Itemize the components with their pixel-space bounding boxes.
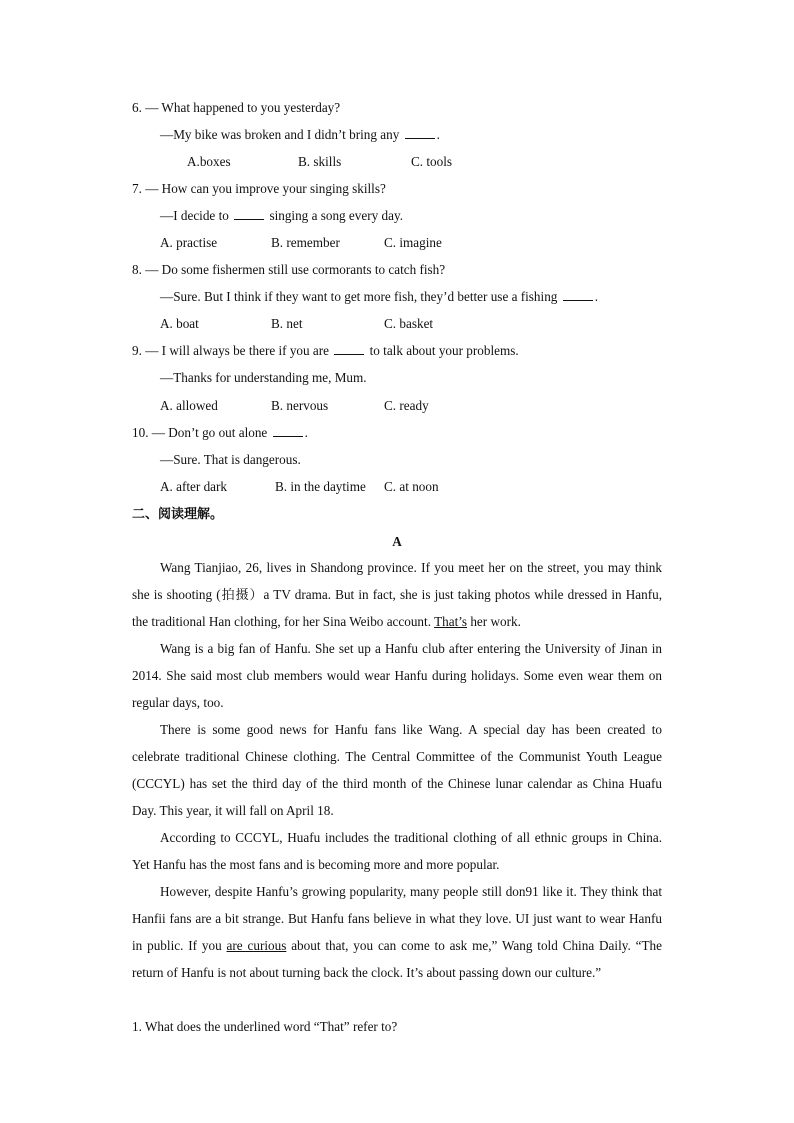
question-9-option-b[interactable]: B. nervous <box>271 398 329 413</box>
question-7-prompt: 7. — How can you improve your singing skills? <box>132 181 386 196</box>
question-6-option-b[interactable]: B. skills <box>298 154 342 169</box>
answer-blank[interactable] <box>334 343 364 355</box>
question-8-option-c[interactable]: C. basket <box>384 316 434 331</box>
question-10-prompt: 10. — Don’t go out alone . <box>132 425 308 440</box>
question-6-option-c[interactable]: C. tools <box>411 154 453 169</box>
answer-blank[interactable] <box>234 208 264 220</box>
question-8-reply: —Sure. But I think if they want to get more fish, they’d better use a fishing . <box>160 289 598 304</box>
passage-paragraph-2: Wang is a big fan of Hanfu. She set up a Hanfu club after entering the University of Jinan in 2014. She said most club members would wear Hanfu during holidays. Some even wear them on regular days, too. <box>132 641 662 710</box>
question-6-reply: —My bike was broken and I didn’t bring any . <box>160 127 440 142</box>
question-9-option-c[interactable]: C. ready <box>384 398 429 413</box>
question-9-reply: —Thanks for understanding me, Mum. <box>160 370 367 385</box>
underlined-phrase-are-curious: are curious <box>226 938 287 953</box>
passage-title: A <box>392 534 402 549</box>
passage-paragraph-1: Wang Tianjiao, 26, lives in Shandong province. If you meet her on the street, you may think she is shooting (拍摄）a TV drama. But in fact, she is just taking photos while dressed in Hanfu, the traditional Han clothing, for her Sina Weibo account. That’s her work. <box>132 560 662 629</box>
passage-paragraph-3: There is some good news for Hanfu fans like Wang. A special day has been created to celebrate traditional Chinese clothing. The Central Committee of the Communist Youth League (CCCYL) has set the third day of the third month of the Chinese lunar calendar as China Huafu Day. This year, it will fall on April 18. <box>132 722 662 818</box>
question-7-reply: —I decide to singing a song every day. <box>160 208 403 223</box>
question-7-option-b[interactable]: B. remember <box>271 235 340 250</box>
answer-blank[interactable] <box>273 425 303 437</box>
underlined-word-that: That’s <box>434 614 468 629</box>
question-8-prompt: 8. — Do some fishermen still use cormorants to catch fish? <box>132 262 446 277</box>
question-9-option-a[interactable]: A. allowed <box>160 398 218 413</box>
question-10-reply: —Sure. That is dangerous. <box>160 452 301 467</box>
question-10-option-c[interactable]: C. at noon <box>384 479 439 494</box>
question-7-option-c[interactable]: C. imagine <box>384 235 442 250</box>
question-8-option-a[interactable]: A. boat <box>160 316 199 331</box>
passage-body <box>132 554 662 986</box>
question-10-option-b[interactable]: B. in the daytime <box>275 479 366 494</box>
answer-blank[interactable] <box>405 127 435 139</box>
question-9-prompt: 9. — I will always be there if you are to talk about your problems. <box>132 343 519 358</box>
reading-question-1: 1. What does the underlined word “That” refer to? <box>132 1019 398 1034</box>
passage-paragraph-5: However, despite Hanfu’s growing popularity, many people still don91 like it. They think that Hanfii fans are a bit strange. But Hanfu fans believe in what they love. UI just want to wear Hanfu in public. If you are curious about that, you can come to ask me,” Wang told China Daily. “The return of Hanfu is not about turning back the clock. It’s about passing down our culture.” <box>132 884 662 980</box>
passage-paragraph-4: According to CCCYL, Huafu includes the traditional clothing of all ethnic groups in China. Yet Hanfu has the most fans and is becoming more and more popular. <box>132 830 662 872</box>
question-10-option-a[interactable]: A. after dark <box>160 479 227 494</box>
question-6-prompt: 6. — What happened to you yesterday? <box>132 100 341 115</box>
question-8-option-b[interactable]: B. net <box>271 316 303 331</box>
question-7-option-a[interactable]: A. practise <box>160 235 218 250</box>
section-heading: 二、阅读理解。 <box>132 507 224 522</box>
answer-blank[interactable] <box>563 289 593 301</box>
question-6-option-a[interactable]: A.boxes <box>187 154 231 169</box>
